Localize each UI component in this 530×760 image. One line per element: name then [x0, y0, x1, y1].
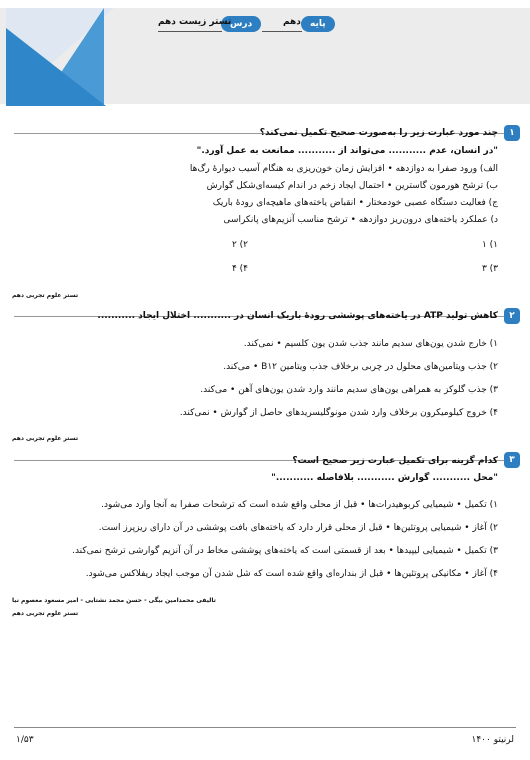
question-authors: تالیفی محمدامین بیگی - حسن محمد نشتایی - امیر مسعود معصوم نیا	[12, 597, 216, 604]
answer-option[interactable]: ۳) تکمیل • شیمیایی لیپیدها • بعد از قسمتی است که یاخته‌های پوششی مخاط در آن آنزیم گوارشی ترشح نمی‌کند.	[72, 546, 498, 556]
answer-option[interactable]: ۴) ۴	[231, 264, 248, 274]
page-number: ۱/۵۳	[16, 735, 34, 745]
grade-underline	[262, 31, 302, 32]
answer-option[interactable]: ۱) خارج شدن یون‌های سدیم مانند جذب شدن یون کلسیم • نمی‌کند.	[243, 339, 498, 349]
lesson-value: تستر زیست دهم	[158, 17, 232, 27]
question-item: ب) ترشح هورمون گاسترین • احتمال ایجاد زخم در اندام کیسه‌ای‌شکل گوارش	[206, 181, 498, 191]
question-stem-1: چند مورد عبارت زیر را به‌صورت صحیح تکمیل نمی‌کند؟	[259, 128, 498, 138]
question-stem-2: کاهش تولید ATP در یاخته‌های پوششی رودهٔ باریک انسان در ........... اختلال ایجاد ...........	[97, 311, 498, 321]
answer-option[interactable]: ۳) ۳	[481, 264, 498, 274]
answer-option[interactable]: ۴) آغاز • مکانیکی پروتئین‌ها • قبل از بنداره‌ای واقع شده است که شل شدن آن موجب ایجاد ریفلاکس می‌شود.	[85, 569, 498, 579]
answer-option[interactable]: ۲) آغاز • شیمیایی پروتئین‌ها • قبل از محلی قرار دارد که یاخته‌های بافت پوششی در آن دارای ریزپرز است.	[98, 523, 498, 533]
question-source: تستر علوم تجربی دهم	[12, 435, 79, 442]
answer-option[interactable]: ۱) ۱	[481, 240, 498, 250]
question-source: تستر علوم تجربی دهم	[12, 610, 79, 617]
answer-option[interactable]: ۲) جذب ویتامین‌های محلول در چربی برخلاف جذب ویتامین B۱۲ • می‌کند.	[223, 362, 498, 372]
header-decoration-dark	[6, 28, 106, 106]
answer-option[interactable]: ۲) ۲	[231, 240, 248, 250]
footer-brand: لرنیتو ۱۴۰۰	[471, 735, 514, 745]
question-source: تستر علوم تجربی دهم	[12, 292, 79, 299]
question-quote-1: "در انسان، عدم ........... می‌تواند از ........... ممانعت به عمل آورد."	[196, 146, 498, 156]
answer-option[interactable]: ۳) جذب گلوکز به همراهی یون‌های سدیم مانند وارد شدن یون‌های آهن • می‌کند.	[200, 385, 498, 395]
grade-value: دهم	[283, 17, 301, 27]
lesson-underline	[158, 31, 222, 32]
question-item: د) عملکرد یاخته‌های درون‌ریز دوازدهه • ترشح مناسب آنزیم‌های پانکراسی	[223, 215, 498, 225]
question-quote-3: "محل ........... گوارش ........... بلافاصله ..........."	[271, 473, 498, 483]
footer-divider	[14, 727, 516, 728]
question-stem-3: کدام گزینه برای تکمیل عبارت زیر صحیح است؟	[292, 456, 498, 466]
grade-label-pill: پایه	[301, 16, 335, 32]
answer-option[interactable]: ۴) خروج کیلومیکرون برخلاف وارد شدن مونوگلیسریدهای حاصل از گوارش • نمی‌کند.	[179, 408, 498, 418]
question-item: ج) فعالیت دستگاه عصبی خودمختار • انقباض یاخته‌های ماهیچه‌ای رودهٔ باریک	[212, 198, 498, 208]
question-item: الف) ورود صفرا به دوازدهه • افزایش زمان خون‌ریزی به هنگام آسیب دیوارهٔ رگ‌ها	[189, 164, 498, 174]
answer-option[interactable]: ۱) تکمیل • شیمیایی کربوهیدرات‌ها • قبل از محلی واقع شده است که ترشحات صفرا به آنجا وارد می‌شود.	[101, 500, 498, 510]
lesson-label-pill: درس	[221, 16, 261, 32]
question-number-1: ۱	[504, 125, 520, 141]
question-number-2: ۲	[504, 308, 520, 324]
question-number-3: ۳	[504, 452, 520, 468]
